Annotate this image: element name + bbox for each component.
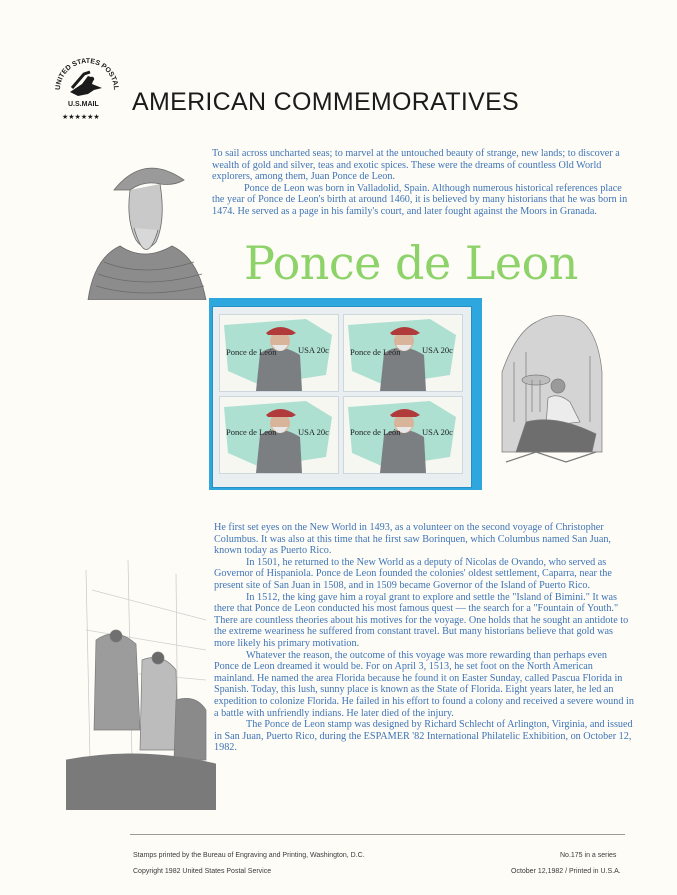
stamp-denomination: USA 20c xyxy=(422,427,453,437)
ship-explorers-engraving xyxy=(66,560,216,815)
svg-text:U.S.MAIL: U.S.MAIL xyxy=(68,101,99,108)
usps-seal xyxy=(48,48,124,124)
footer-divider xyxy=(130,834,625,835)
stamp-denomination: USA 20c xyxy=(298,345,329,355)
stamp-denomination: USA 20c xyxy=(422,345,453,355)
body-paragraph-3: In 1512, the king gave him a royal grant to explore and settle the "Island of Bimini." It was there that Ponce de Leon conducted his most famous quest — the search for a "Fountain of Youth." There are countless theories about his motives for the voyage. One holds that he sought an antidote to the extreme weariness he suffered from constant travel. But many historians believe that gold was more likely his primary motivation. xyxy=(214,591,629,649)
body-text xyxy=(214,522,634,754)
stamp-bottom-left xyxy=(219,396,339,474)
stamp-name-label: Ponce de León xyxy=(226,427,277,437)
stamp-name-label: Ponce de León xyxy=(226,347,277,357)
footer-series: No.175 in a series xyxy=(560,852,617,859)
intro-text xyxy=(212,148,630,218)
intro-paragraph-1: To sail across uncharted seas; to marvel at the untouched beauty of strange, new lands; to discover a wealth of gold and silver, teas and exotic spices. These were the dreams of countless Old World explorers, among them, Juan Ponce de Leon. xyxy=(212,148,620,183)
body-paragraph-5: The Ponce de Leon stamp was designed by Richard Schlecht of Arlington, Virginia, and issued in San Juan, Puerto Rico, during the ESPAMER '82 International Philatelic Exhibition, on October 12, 1982. xyxy=(214,719,633,754)
body-paragraph-2: In 1501, he returned to the New World as a deputy of Nicolas de Ovando, who served as Governor of Hispaniola. Ponce de Leon founded the colonies' oldest settlement, Caparra, near the present site of San Juan in 1508, and in 1509 became Governor of the Island of Puerto Rico. xyxy=(214,556,612,591)
body-paragraph-4: Whatever the reason, the outcome of this voyage was more rewarding than perhaps even Ponce de Leon dreamed it would be. For on April 3, 1513, he set foot on the North American mainland. He named the area Florida because he found it on Easter Sunday, called Pascua Florida in Spanish. Today, this lush, sunny place is known as the State of Florida. Eight years later, he led an expedition to colonize Florida. He failed in his effort to found a colony and received a severe wound in a battle with unfriendly indians. He later died of the injury. xyxy=(214,649,634,719)
body-paragraph-1: He first set eyes on the New World in 1493, as a volunteer on the second voyage of Christopher Columbus. It was also at this time that he first saw Borinquen, which Columbus named San Juan, known today as Puerto Rico. xyxy=(214,522,611,557)
stamp-top-left xyxy=(219,314,339,392)
footer-copyright: Copyright 1982 United States Postal Service xyxy=(133,868,272,875)
stamp-top-right xyxy=(343,314,463,392)
fountain-woman-engraving xyxy=(496,302,606,487)
svg-text:★★★★★★: ★★★★★★ xyxy=(62,113,100,121)
stamp-bottom-right xyxy=(343,396,463,474)
footer-printed-by: Stamps printed by the Bureau of Engraving and Printing, Washington, D.C. xyxy=(133,852,365,859)
stamp-denomination: USA 20c xyxy=(298,427,329,437)
page-heading: AMERICAN COMMEMORATIVES xyxy=(132,88,520,116)
svg-text:UNITED STATES POSTAL SERVICE: UNITED STATES POSTAL xyxy=(54,57,120,91)
footer-issue-date: October 12,1982 / Printed in U.S.A. xyxy=(511,868,621,875)
intro-paragraph-2: Ponce de Leon was born in Valladolid, Spain. Although numerous historical references place the year of Ponce de Leon's birth at around 1460, it is believed by many historians that he was born in 1474. He served as a page in his family's court, and later fought against the Moors in Granada. xyxy=(212,182,628,217)
stamp-title: Ponce de Leon xyxy=(244,236,578,290)
stamp-name-label: Ponce de León xyxy=(350,427,401,437)
conquistador-engraving xyxy=(74,150,214,305)
stamp-name-label: Ponce de León xyxy=(350,347,401,357)
